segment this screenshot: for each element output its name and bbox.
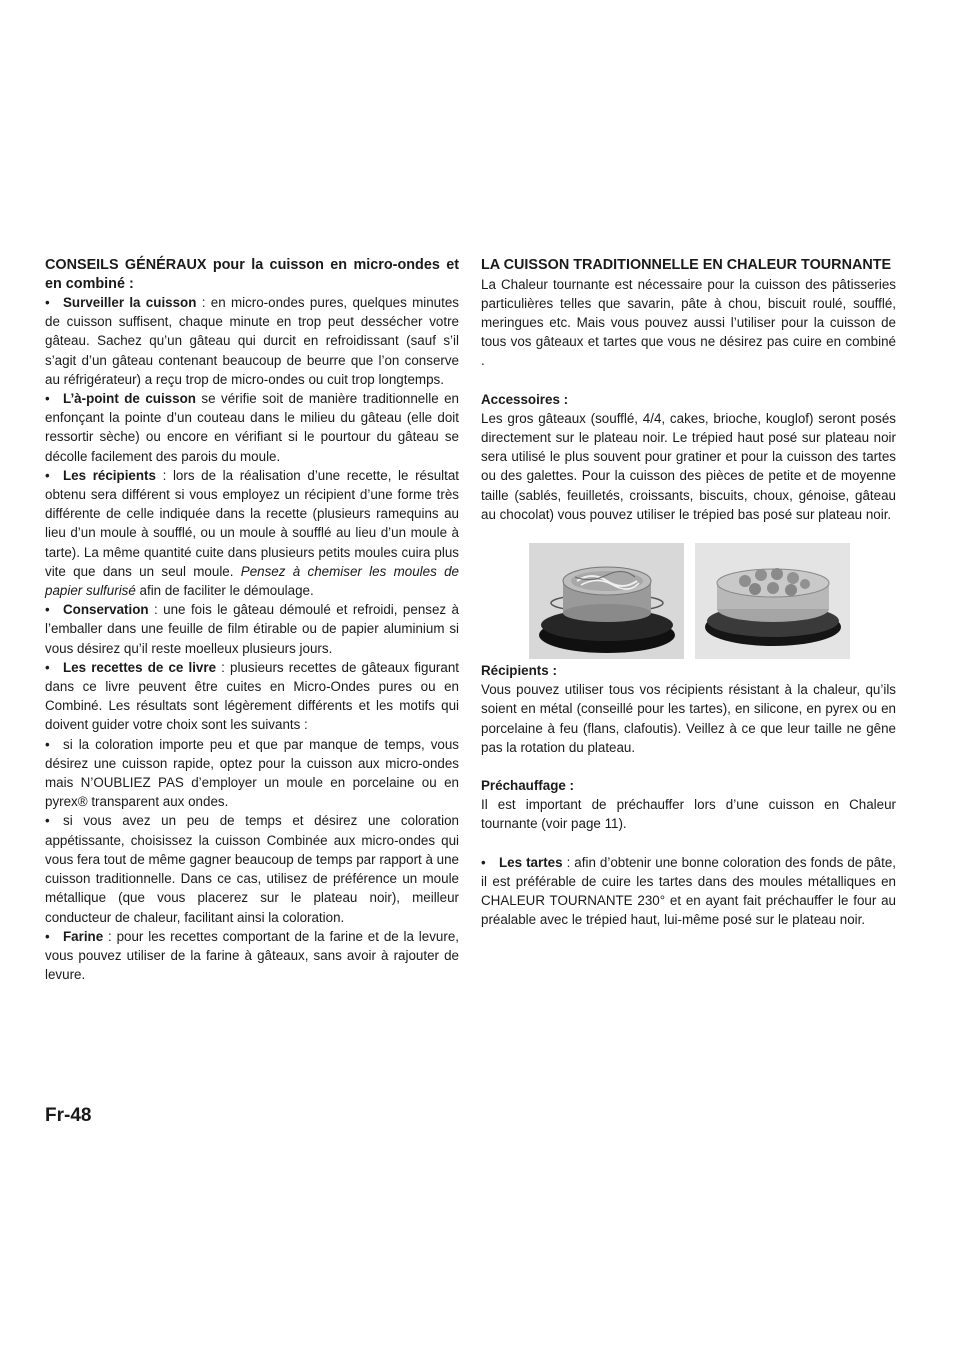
bullet-icon: • <box>45 295 50 310</box>
left-column <box>45 256 459 984</box>
bullet-recipients: • Les récipients : lors de la réalisation d’une recette, le résultat obtenu sera différent si vous employez un récipient d’une forme très différente de celle indiquée dans la recette (plusieurs ramequins au lieu d’un moule à soufflé, ou un moule à soufflé au lieu d’un moule à tarte). La même quantité cuite dans plusieurs petits moules cuira plus vite que dans un seul moule. Pensez à chemiser les moules de papier sulfurisé afin de faciliter le démoulage. <box>45 467 459 599</box>
bullet-a-point: • L’à-point de cuisson se vérifie soit de manière traditionnelle en enfonçant la pointe d’un couteau dans le milieu du gâteau (elle doit ressortir sèche) ou encore en vérifiant si le pourtour du gâteau se décolle facilement des parois du moule. <box>45 391 459 464</box>
bullet-icon: • <box>45 467 50 483</box>
intro-paragraph: La Chaleur tournante est nécessaire pour la cuisson des pâtisseries particulières telles que savarin, pâte à chou, biscuit roulé, soufflé, meringues etc. Mais vous pouvez aussi l’utiliser pour la cuisson de tous vos gâteaux et tartes que vous ne désirez pas cuire en combiné . <box>481 276 896 369</box>
bullet-conservation: • Conservation : une fois le gâteau démoulé et refroidi, pensez à l’emballer dans une feuille de film étirable ou de papier aluminium si vous désirez qu’il reste moelleux plusieurs jours. <box>45 602 459 656</box>
spacer <box>481 371 896 390</box>
bullet-icon: • <box>45 928 50 944</box>
right-column <box>481 256 896 929</box>
spacer <box>481 757 896 776</box>
bullet-icon: • <box>45 659 50 675</box>
bullet-tartes: • Les tartes : afin d’obtenir une bonne coloration des fonds de pâte, il est préférable de cuire les tartes dans des moules métalliques en CHALEUR TOURNANTE 230° et en ayant fait préchauffer le four au préalable avec le trépied haut, lui-même posé sur le plateau noir. <box>481 854 897 928</box>
recipients-title: Récipients : <box>481 662 557 678</box>
bullet-icon: • <box>481 854 486 870</box>
prechauffage-title: Préchauffage : <box>481 777 575 793</box>
pastries-pan-photo <box>695 543 850 659</box>
bullet-icon: • <box>45 602 50 618</box>
bullet-farine: • Farine : pour les recettes comportant de la farine et de la levure, vous pouvez utiliser de la farine à gâteaux, sans avoir à rajouter de levure. <box>45 928 459 983</box>
recipients-paragraph: Vous pouvez utiliser tous vos récipients résistant à la chaleur, qu’ils soient en métal (conseillé pour les tartes), en silicone, en pyrex ou en porcelaine à feu (flans, clafoutis). Veillez à ce que leur taille ne gêne pas la rotation du plateau. <box>481 682 896 755</box>
accessoires-paragraph: Les gros gâteaux (soufflé, 4/4, cakes, brioche, kouglof) seront posés directement sur le plateau noir. Le trépied haut posé sur plateau noir sera utilisé le plus souvent pour gratiner et pour la cuisson des tartes ou des galettes. Pour la cuisson des pièces de petite et de moyenne taille (sablés, feuilletés, croissants, biscuits, choux, génoise, gâteau au chocolat) vous pouvez utiliser le trépied bas posé sur plateau noir. <box>481 410 896 522</box>
bullet-recettes: • Les recettes de ce livre : plusieurs recettes de gâteaux figurant dans ce livre peuvent être cuites en Micro-Ondes pures ou en Combiné. Les résultats sont légèrement différents et les motifs qui doivent guider votre choix sont les suivants : <box>45 659 459 733</box>
section-heading-conseils: CONSEILS GÉNÉRAUX pour la cuisson en micro-ondes et en combiné : <box>45 257 459 292</box>
bullet-icon: • <box>45 813 50 829</box>
bullet-surveiller: • Surveiller la cuisson : en micro-ondes pures, quelques minutes de cuisson suffisent, chaque minute en trop peut dessécher votre gâteau. Sachez qu’un gâteau qui durcit en refroidissant (sauf s’il s’agit d’un gâteau contenant beaucoup de beurre que l’on conserve au réfrigérateur) a reçu trop de micro-ondes ou cuit trop longtemps. <box>45 295 459 387</box>
bullet-coloration-appetissante: • si vous avez un peu de temps et désirez une coloration appétissante, choisissez la cuisson Combinée aux micro-ondes qui vous fera tout de même gagner beaucoup de temps par rapport à une cuisson traditionnelle. Dans ce cas, utilisez de préférence un moule métallique (que vous placerez sur le plateau noir), meilleur conducteur de chaleur, facilitant ainsi la coloration. <box>45 813 459 925</box>
accessoires-title: Accessoires : <box>481 391 569 407</box>
bullet-icon: • <box>45 736 50 752</box>
photos-row <box>481 543 896 661</box>
spacer <box>481 834 896 853</box>
bullet-coloration-rapide: • si la coloration importe peu et que par manque de temps, vous désirez une cuisson rapide, optez pour la cuisson aux micro-ondes mais N’OUBLIEZ PAS d’employer un moule en porcelaine ou en pyrex® transparent aux ondes. <box>45 736 459 810</box>
bullet-icon: • <box>45 391 50 407</box>
prechauffage-paragraph: Il est important de préchauffer lors d’une cuisson en Chaleur tournante (voir page 11). <box>481 797 896 832</box>
page-number: Fr-48 <box>45 1105 92 1126</box>
section-heading-chaleur-tournante: LA CUISSON TRADITIONNELLE EN CHALEUR TOURNANTE <box>481 257 892 273</box>
tart-on-rack-photo <box>529 543 684 659</box>
